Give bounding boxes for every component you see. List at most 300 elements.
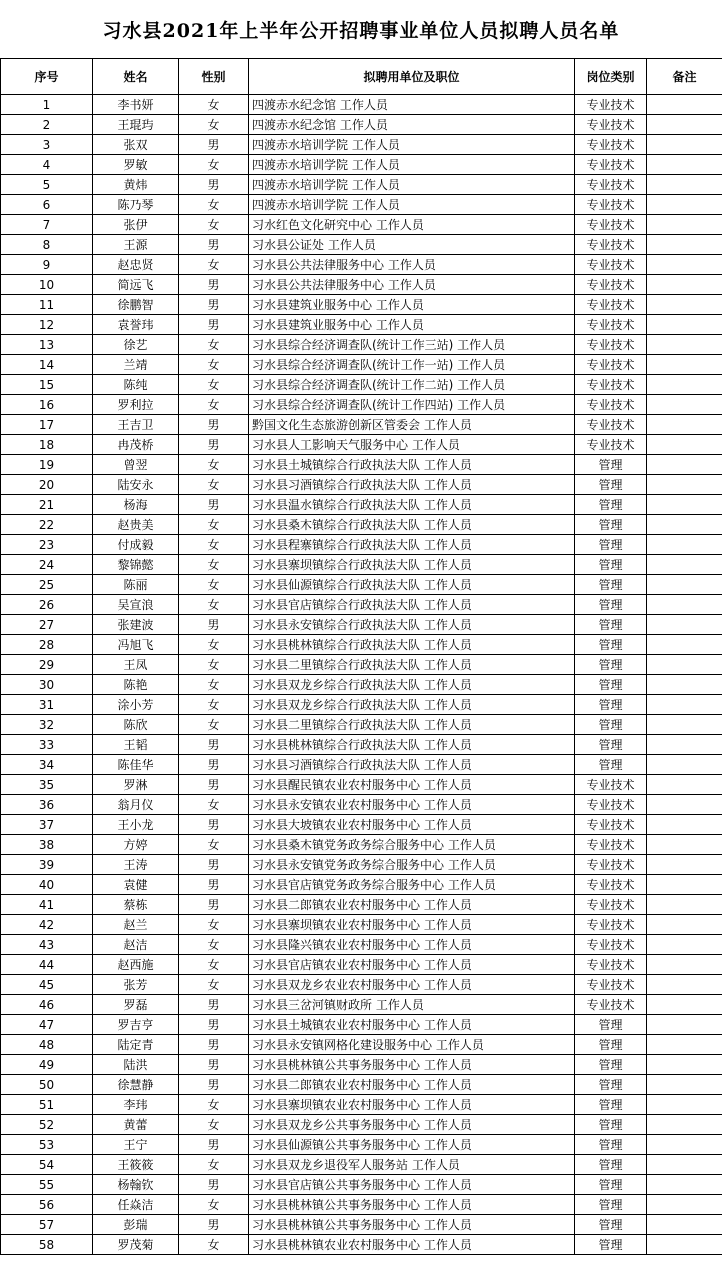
cell-remarks	[647, 595, 722, 615]
table-row	[1, 855, 722, 875]
table-row	[1, 235, 722, 255]
cell-remarks	[647, 535, 722, 555]
cell-remarks	[647, 475, 722, 495]
cell-post-category: 管理	[575, 1135, 647, 1155]
cell-name: 陈纯	[93, 375, 179, 395]
cell-post-category: 管理	[575, 1215, 647, 1235]
cell-post-category: 专业技术	[575, 935, 647, 955]
cell-post-category: 专业技术	[575, 395, 647, 415]
cell-serial: 32	[1, 715, 93, 735]
cell-name: 罗淋	[93, 775, 179, 795]
cell-post-category: 管理	[575, 1235, 647, 1255]
cell-unit-position: 习水县官店镇农业农村服务中心 工作人员	[249, 955, 575, 975]
cell-serial: 15	[1, 375, 93, 395]
cell-unit-position: 习水县仙源镇综合行政执法大队 工作人员	[249, 575, 575, 595]
cell-name: 赵西施	[93, 955, 179, 975]
table-row	[1, 535, 722, 555]
cell-remarks	[647, 1235, 722, 1255]
cell-name: 罗敏	[93, 155, 179, 175]
cell-remarks	[647, 975, 722, 995]
cell-serial: 11	[1, 295, 93, 315]
cell-remarks	[647, 1095, 722, 1115]
cell-name: 简远飞	[93, 275, 179, 295]
cell-unit-position: 习水县温水镇综合行政执法大队 工作人员	[249, 495, 575, 515]
cell-remarks	[647, 115, 722, 135]
cell-post-category: 管理	[575, 735, 647, 755]
cell-remarks	[647, 155, 722, 175]
table-row	[1, 275, 722, 295]
cell-serial: 22	[1, 515, 93, 535]
cell-unit-position: 习水县习酒镇综合行政执法大队 工作人员	[249, 755, 575, 775]
cell-name: 徐艺	[93, 335, 179, 355]
cell-name: 黄炜	[93, 175, 179, 195]
cell-post-category: 管理	[575, 1195, 647, 1215]
cell-gender: 女	[179, 555, 249, 575]
cell-gender: 女	[179, 475, 249, 495]
cell-unit-position: 习水县土城镇农业农村服务中心 工作人员	[249, 1015, 575, 1035]
table-row	[1, 895, 722, 915]
table-row	[1, 1055, 722, 1075]
cell-post-category: 管理	[575, 515, 647, 535]
cell-name: 陈佳华	[93, 755, 179, 775]
cell-post-category: 管理	[575, 755, 647, 775]
cell-serial: 13	[1, 335, 93, 355]
cell-remarks	[647, 875, 722, 895]
cell-serial: 46	[1, 995, 93, 1015]
table-row	[1, 875, 722, 895]
cell-name: 罗磊	[93, 995, 179, 1015]
header-name: 姓名	[93, 59, 179, 95]
cell-serial: 9	[1, 255, 93, 275]
cell-unit-position: 习水县寨坝镇农业农村服务中心 工作人员	[249, 915, 575, 935]
table-row	[1, 915, 722, 935]
cell-remarks	[647, 935, 722, 955]
table-row	[1, 475, 722, 495]
cell-remarks	[647, 215, 722, 235]
cell-post-category: 专业技术	[575, 215, 647, 235]
cell-unit-position: 习水县官店镇综合行政执法大队 工作人员	[249, 595, 575, 615]
cell-name: 杨翰钦	[93, 1175, 179, 1195]
cell-unit-position: 习水县双龙乡公共事务服务中心 工作人员	[249, 1115, 575, 1135]
cell-unit-position: 习水县官店镇党务政务综合服务中心 工作人员	[249, 875, 575, 895]
cell-name: 陈艳	[93, 675, 179, 695]
header-gender: 性别	[179, 59, 249, 95]
cell-post-category: 专业技术	[575, 995, 647, 1015]
cell-remarks	[647, 1175, 722, 1195]
table-row	[1, 415, 722, 435]
cell-post-category: 管理	[575, 1015, 647, 1035]
cell-name: 袁誉玮	[93, 315, 179, 335]
cell-gender: 女	[179, 515, 249, 535]
cell-remarks	[647, 355, 722, 375]
cell-unit-position: 习水县人工影响天气服务中心 工作人员	[249, 435, 575, 455]
cell-gender: 男	[179, 615, 249, 635]
cell-gender: 女	[179, 375, 249, 395]
cell-gender: 女	[179, 655, 249, 675]
cell-serial: 57	[1, 1215, 93, 1235]
cell-name: 黎锦懿	[93, 555, 179, 575]
cell-serial: 48	[1, 1035, 93, 1055]
cell-serial: 24	[1, 555, 93, 575]
cell-gender: 女	[179, 715, 249, 735]
cell-unit-position: 四渡赤水纪念馆 工作人员	[249, 115, 575, 135]
table-row	[1, 1135, 722, 1155]
cell-gender: 女	[179, 195, 249, 215]
cell-gender: 女	[179, 795, 249, 815]
cell-name: 陆定青	[93, 1035, 179, 1055]
cell-remarks	[647, 1115, 722, 1135]
cell-name: 冉茂桥	[93, 435, 179, 455]
cell-post-category: 专业技术	[575, 855, 647, 875]
table-row	[1, 1195, 722, 1215]
cell-serial: 6	[1, 195, 93, 215]
cell-name: 赵兰	[93, 915, 179, 935]
cell-unit-position: 习水县二里镇综合行政执法大队 工作人员	[249, 655, 575, 675]
cell-remarks	[647, 175, 722, 195]
cell-gender: 女	[179, 935, 249, 955]
cell-unit-position: 习水县综合经济调查队(统计工作三站) 工作人员	[249, 335, 575, 355]
cell-post-category: 专业技术	[575, 955, 647, 975]
cell-unit-position: 习水县桃林镇公共事务服务中心 工作人员	[249, 1195, 575, 1215]
cell-unit-position: 习水县二郎镇农业农村服务中心 工作人员	[249, 1075, 575, 1095]
cell-serial: 42	[1, 915, 93, 935]
cell-post-category: 管理	[575, 555, 647, 575]
cell-post-category: 管理	[575, 1175, 647, 1195]
table-row	[1, 315, 722, 335]
table-row	[1, 95, 722, 115]
cell-unit-position: 习水县公证处 工作人员	[249, 235, 575, 255]
cell-unit-position: 习水县公共法律服务中心 工作人员	[249, 255, 575, 275]
cell-gender: 男	[179, 735, 249, 755]
cell-post-category: 专业技术	[575, 195, 647, 215]
cell-unit-position: 习水县建筑业服务中心 工作人员	[249, 295, 575, 315]
cell-name: 李书妍	[93, 95, 179, 115]
cell-unit-position: 习水红色文化研究中心 工作人员	[249, 215, 575, 235]
cell-gender: 男	[179, 315, 249, 335]
cell-remarks	[647, 255, 722, 275]
cell-gender: 男	[179, 135, 249, 155]
table-row	[1, 1155, 722, 1175]
cell-unit-position: 习水县仙源镇公共事务服务中心 工作人员	[249, 1135, 575, 1155]
cell-serial: 12	[1, 315, 93, 335]
cell-name: 张芳	[93, 975, 179, 995]
cell-serial: 39	[1, 855, 93, 875]
cell-unit-position: 习水县永安镇党务政务综合服务中心 工作人员	[249, 855, 575, 875]
table-row	[1, 375, 722, 395]
cell-remarks	[647, 575, 722, 595]
cell-name: 陆洪	[93, 1055, 179, 1075]
cell-unit-position: 习水县桑木镇党务政务综合服务中心 工作人员	[249, 835, 575, 855]
cell-gender: 女	[179, 915, 249, 935]
cell-serial: 30	[1, 675, 93, 695]
cell-serial: 40	[1, 875, 93, 895]
cell-serial: 47	[1, 1015, 93, 1035]
cell-post-category: 专业技术	[575, 95, 647, 115]
cell-name: 王凤	[93, 655, 179, 675]
cell-post-category: 专业技术	[575, 915, 647, 935]
cell-gender: 男	[179, 855, 249, 875]
cell-gender: 女	[179, 575, 249, 595]
cell-remarks	[647, 515, 722, 535]
cell-unit-position: 习水县桃林镇农业农村服务中心 工作人员	[249, 1235, 575, 1255]
cell-remarks	[647, 395, 722, 415]
cell-name: 陆安永	[93, 475, 179, 495]
cell-serial: 28	[1, 635, 93, 655]
cell-serial: 27	[1, 615, 93, 635]
cell-post-category: 管理	[575, 1155, 647, 1175]
cell-post-category: 管理	[575, 675, 647, 695]
cell-post-category: 管理	[575, 1075, 647, 1095]
table-row	[1, 555, 722, 575]
cell-serial: 56	[1, 1195, 93, 1215]
cell-unit-position: 习水县桃林镇公共事务服务中心 工作人员	[249, 1055, 575, 1075]
cell-serial: 49	[1, 1055, 93, 1075]
cell-unit-position: 四渡赤水培训学院 工作人员	[249, 135, 575, 155]
cell-gender: 男	[179, 755, 249, 775]
cell-remarks	[647, 795, 722, 815]
cell-post-category: 管理	[575, 1035, 647, 1055]
cell-remarks	[647, 1075, 722, 1095]
cell-remarks	[647, 335, 722, 355]
cell-post-category: 管理	[575, 575, 647, 595]
cell-gender: 男	[179, 775, 249, 795]
cell-gender: 男	[179, 1035, 249, 1055]
cell-serial: 3	[1, 135, 93, 155]
cell-unit-position: 习水县桃林镇综合行政执法大队 工作人员	[249, 735, 575, 755]
cell-gender: 女	[179, 355, 249, 375]
cell-post-category: 专业技术	[575, 815, 647, 835]
cell-serial: 18	[1, 435, 93, 455]
cell-serial: 41	[1, 895, 93, 915]
table-row	[1, 775, 722, 795]
cell-post-category: 专业技术	[575, 415, 647, 435]
cell-serial: 58	[1, 1235, 93, 1255]
cell-unit-position: 习水县习酒镇综合行政执法大队 工作人员	[249, 475, 575, 495]
cell-remarks	[647, 435, 722, 455]
cell-serial: 25	[1, 575, 93, 595]
cell-post-category: 专业技术	[575, 895, 647, 915]
cell-unit-position: 习水县寨坝镇农业农村服务中心 工作人员	[249, 1095, 575, 1115]
table-row	[1, 715, 722, 735]
cell-gender: 男	[179, 1215, 249, 1235]
cell-serial: 54	[1, 1155, 93, 1175]
cell-remarks	[647, 1055, 722, 1075]
cell-unit-position: 习水县综合经济调查队(统计工作四站) 工作人员	[249, 395, 575, 415]
cell-gender: 女	[179, 835, 249, 855]
table-row	[1, 1015, 722, 1035]
cell-unit-position: 习水县程寨镇综合行政执法大队 工作人员	[249, 535, 575, 555]
cell-gender: 女	[179, 1235, 249, 1255]
cell-name: 王筱筱	[93, 1155, 179, 1175]
table-row	[1, 175, 722, 195]
cell-remarks	[647, 135, 722, 155]
cell-remarks	[647, 895, 722, 915]
cell-name: 罗吉亨	[93, 1015, 179, 1035]
table-row	[1, 435, 722, 455]
cell-serial: 37	[1, 815, 93, 835]
cell-gender: 女	[179, 395, 249, 415]
cell-unit-position: 习水县双龙乡农业农村服务中心 工作人员	[249, 975, 575, 995]
cell-post-category: 管理	[575, 635, 647, 655]
table-row	[1, 675, 722, 695]
table-row	[1, 455, 722, 475]
cell-gender: 女	[179, 595, 249, 615]
cell-gender: 男	[179, 1055, 249, 1075]
cell-gender: 男	[179, 175, 249, 195]
cell-unit-position: 习水县三岔河镇财政所 工作人员	[249, 995, 575, 1015]
cell-unit-position: 习水县土城镇综合行政执法大队 工作人员	[249, 455, 575, 475]
cell-unit-position: 习水县醒民镇农业农村服务中心 工作人员	[249, 775, 575, 795]
cell-gender: 女	[179, 335, 249, 355]
cell-gender: 女	[179, 1115, 249, 1135]
cell-unit-position: 四渡赤水培训学院 工作人员	[249, 155, 575, 175]
cell-name: 涂小芳	[93, 695, 179, 715]
cell-unit-position: 四渡赤水培训学院 工作人员	[249, 175, 575, 195]
cell-post-category: 专业技术	[575, 155, 647, 175]
cell-gender: 男	[179, 1075, 249, 1095]
cell-name: 曾翌	[93, 455, 179, 475]
cell-unit-position: 习水县二里镇综合行政执法大队 工作人员	[249, 715, 575, 735]
cell-post-category: 专业技术	[575, 355, 647, 375]
cell-post-category: 专业技术	[575, 235, 647, 255]
cell-gender: 女	[179, 955, 249, 975]
table-row	[1, 1115, 722, 1135]
cell-post-category: 专业技术	[575, 335, 647, 355]
cell-unit-position: 习水县综合经济调查队(统计工作二站) 工作人员	[249, 375, 575, 395]
cell-remarks	[647, 555, 722, 575]
cell-serial: 36	[1, 795, 93, 815]
cell-name: 王琨玙	[93, 115, 179, 135]
table-body	[1, 95, 722, 1255]
table-row	[1, 495, 722, 515]
cell-gender: 女	[179, 675, 249, 695]
cell-name: 张建波	[93, 615, 179, 635]
cell-unit-position: 四渡赤水纪念馆 工作人员	[249, 95, 575, 115]
cell-name: 罗利拉	[93, 395, 179, 415]
cell-remarks	[647, 775, 722, 795]
cell-gender: 女	[179, 95, 249, 115]
cell-post-category: 管理	[575, 1115, 647, 1135]
table-row	[1, 335, 722, 355]
cell-name: 赵贵美	[93, 515, 179, 535]
cell-name: 张双	[93, 135, 179, 155]
cell-post-category: 管理	[575, 495, 647, 515]
table-row	[1, 255, 722, 275]
cell-unit-position: 习水县公共法律服务中心 工作人员	[249, 275, 575, 295]
table-row	[1, 515, 722, 535]
cell-unit-position: 习水县二郎镇农业农村服务中心 工作人员	[249, 895, 575, 915]
cell-gender: 男	[179, 895, 249, 915]
table-row	[1, 1095, 722, 1115]
cell-name: 袁健	[93, 875, 179, 895]
table-row	[1, 735, 722, 755]
cell-remarks	[647, 735, 722, 755]
cell-post-category: 管理	[575, 695, 647, 715]
cell-serial: 23	[1, 535, 93, 555]
table-row	[1, 795, 722, 815]
cell-name: 冯旭飞	[93, 635, 179, 655]
cell-post-category: 专业技术	[575, 175, 647, 195]
cell-name: 陈丽	[93, 575, 179, 595]
cell-unit-position: 习水县双龙乡综合行政执法大队 工作人员	[249, 675, 575, 695]
cell-serial: 4	[1, 155, 93, 175]
cell-serial: 34	[1, 755, 93, 775]
cell-name: 王源	[93, 235, 179, 255]
cell-gender: 男	[179, 275, 249, 295]
table-row	[1, 815, 722, 835]
cell-name: 罗茂菊	[93, 1235, 179, 1255]
cell-remarks	[647, 195, 722, 215]
table-row	[1, 655, 722, 675]
cell-remarks	[647, 295, 722, 315]
cell-gender: 女	[179, 975, 249, 995]
cell-gender: 女	[179, 635, 249, 655]
cell-serial: 53	[1, 1135, 93, 1155]
cell-unit-position: 习水县综合经济调查队(统计工作一站) 工作人员	[249, 355, 575, 375]
table-row	[1, 115, 722, 135]
cell-serial: 17	[1, 415, 93, 435]
cell-serial: 16	[1, 395, 93, 415]
cell-post-category: 管理	[575, 1095, 647, 1115]
cell-name: 付成毅	[93, 535, 179, 555]
cell-unit-position: 习水县寨坝镇综合行政执法大队 工作人员	[249, 555, 575, 575]
cell-remarks	[647, 275, 722, 295]
cell-serial: 43	[1, 935, 93, 955]
cell-name: 黄蕾	[93, 1115, 179, 1135]
table-row	[1, 835, 722, 855]
cell-serial: 20	[1, 475, 93, 495]
cell-name: 方婷	[93, 835, 179, 855]
cell-post-category: 专业技术	[575, 375, 647, 395]
cell-remarks	[647, 755, 722, 775]
cell-name: 王吉卫	[93, 415, 179, 435]
cell-post-category: 管理	[575, 715, 647, 735]
cell-serial: 10	[1, 275, 93, 295]
cell-unit-position: 习水县永安镇农业农村服务中心 工作人员	[249, 795, 575, 815]
cell-serial: 45	[1, 975, 93, 995]
table-row	[1, 975, 722, 995]
table-row	[1, 1035, 722, 1055]
cell-name: 张伊	[93, 215, 179, 235]
cell-serial: 21	[1, 495, 93, 515]
cell-name: 王宁	[93, 1135, 179, 1155]
cell-remarks	[647, 815, 722, 835]
cell-remarks	[647, 835, 722, 855]
cell-gender: 女	[179, 215, 249, 235]
cell-gender: 男	[179, 1015, 249, 1035]
cell-gender: 男	[179, 495, 249, 515]
cell-remarks	[647, 615, 722, 635]
cell-remarks	[647, 455, 722, 475]
cell-unit-position: 习水县永安镇网格化建设服务中心 工作人员	[249, 1035, 575, 1055]
cell-gender: 男	[179, 1175, 249, 1195]
cell-gender: 女	[179, 255, 249, 275]
cell-post-category: 管理	[575, 595, 647, 615]
cell-post-category: 专业技术	[575, 135, 647, 155]
cell-gender: 男	[179, 295, 249, 315]
cell-serial: 7	[1, 215, 93, 235]
cell-name: 王涛	[93, 855, 179, 875]
table-row	[1, 935, 722, 955]
cell-name: 徐鹏智	[93, 295, 179, 315]
cell-remarks	[647, 675, 722, 695]
cell-name: 赵忠贤	[93, 255, 179, 275]
cell-serial: 14	[1, 355, 93, 375]
cell-gender: 女	[179, 115, 249, 135]
cell-serial: 31	[1, 695, 93, 715]
cell-serial: 2	[1, 115, 93, 135]
cell-post-category: 专业技术	[575, 115, 647, 135]
